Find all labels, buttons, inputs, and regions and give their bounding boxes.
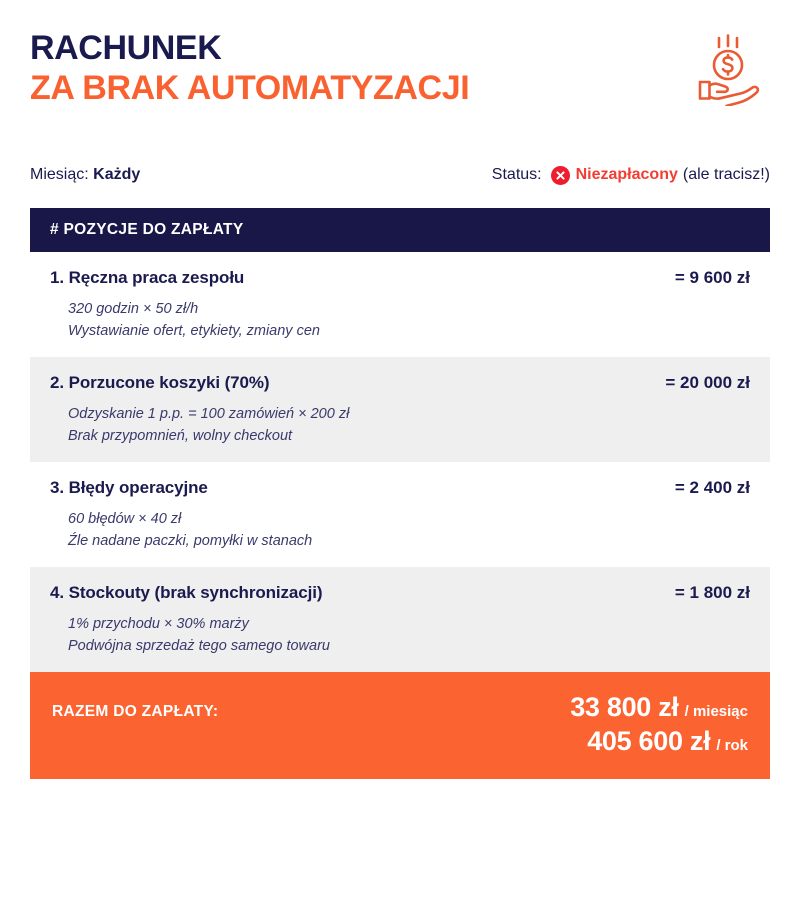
status-field <box>492 166 770 185</box>
total-monthly <box>570 690 748 725</box>
invoice-header <box>0 0 800 150</box>
table-row <box>30 252 770 357</box>
line-items-table <box>30 208 770 779</box>
invoice-meta-row <box>0 156 800 194</box>
line-item-name: 4. Stockouty (brak synchronizacji) <box>50 582 323 602</box>
line-item-detail-calc: 60 błędów × 40 zł <box>68 510 182 527</box>
line-item-detail-calc: 1% przychodu × 30% marży <box>68 615 249 632</box>
line-item-detail-calc: Odzyskanie 1 p.p. = 100 zamówień × 200 zł <box>68 405 350 422</box>
month-label: Miesiąc: <box>30 166 89 183</box>
hand-holding-dollar-coin-icon <box>694 34 766 106</box>
line-item-name: 3. Błędy operacyjne <box>50 477 208 497</box>
total-yearly <box>570 724 748 759</box>
line-item-amount: = 1 800 zł <box>674 582 750 602</box>
line-item-detail-note: Brak przypomnień, wolny checkout <box>68 428 293 445</box>
status-badge: Niezapłacony <box>575 166 678 183</box>
page-title <box>30 28 670 108</box>
table-row <box>30 462 770 567</box>
line-item-detail-note: Podwójna sprzedaż tego samego towaru <box>68 638 330 655</box>
month-value: Każdy <box>93 166 141 183</box>
total-row <box>30 672 770 779</box>
status-note: (ale tracisz!) <box>682 166 770 183</box>
total-monthly-amount: 33 800 zł <box>570 691 679 722</box>
total-monthly-period: / miesiąc <box>684 702 748 720</box>
table-header: # POZYCJE DO ZAPŁATY <box>30 208 770 252</box>
total-label: RAZEM DO ZAPŁATY: <box>52 702 219 720</box>
line-item-name: 2. Porzucone koszyki (70%) <box>50 372 270 392</box>
line-item-name: 1. Ręczna praca zespołu <box>50 268 245 287</box>
total-values <box>570 690 748 759</box>
title-line-secondary: ZA BRAK AUTOMATYZACJI <box>30 69 470 108</box>
total-yearly-amount: 405 600 zł <box>587 726 711 757</box>
line-item-amount: = 9 600 zł <box>674 268 750 287</box>
month-field <box>30 166 140 184</box>
line-item-detail-calc: 320 godzin × 50 zł/h <box>68 301 199 317</box>
table-row <box>30 567 770 672</box>
line-item-amount: = 2 400 zł <box>674 477 750 497</box>
circle-x-icon <box>551 166 570 185</box>
status-label: Status: <box>491 166 542 183</box>
line-item-details <box>50 298 750 343</box>
line-item-detail-note: Wystawianie ofert, etykiety, zmiany cen <box>68 323 320 340</box>
line-item-detail-note: Źle nadane paczki, pomyłki w stanach <box>68 533 313 550</box>
table-row <box>30 357 770 462</box>
line-item-details <box>50 403 750 448</box>
total-yearly-period: / rok <box>716 737 748 755</box>
line-item-details <box>50 613 750 658</box>
line-item-amount: = 20 000 zł <box>665 372 750 392</box>
title-line-primary: RACHUNEK <box>30 29 222 67</box>
line-item-details <box>50 508 750 553</box>
